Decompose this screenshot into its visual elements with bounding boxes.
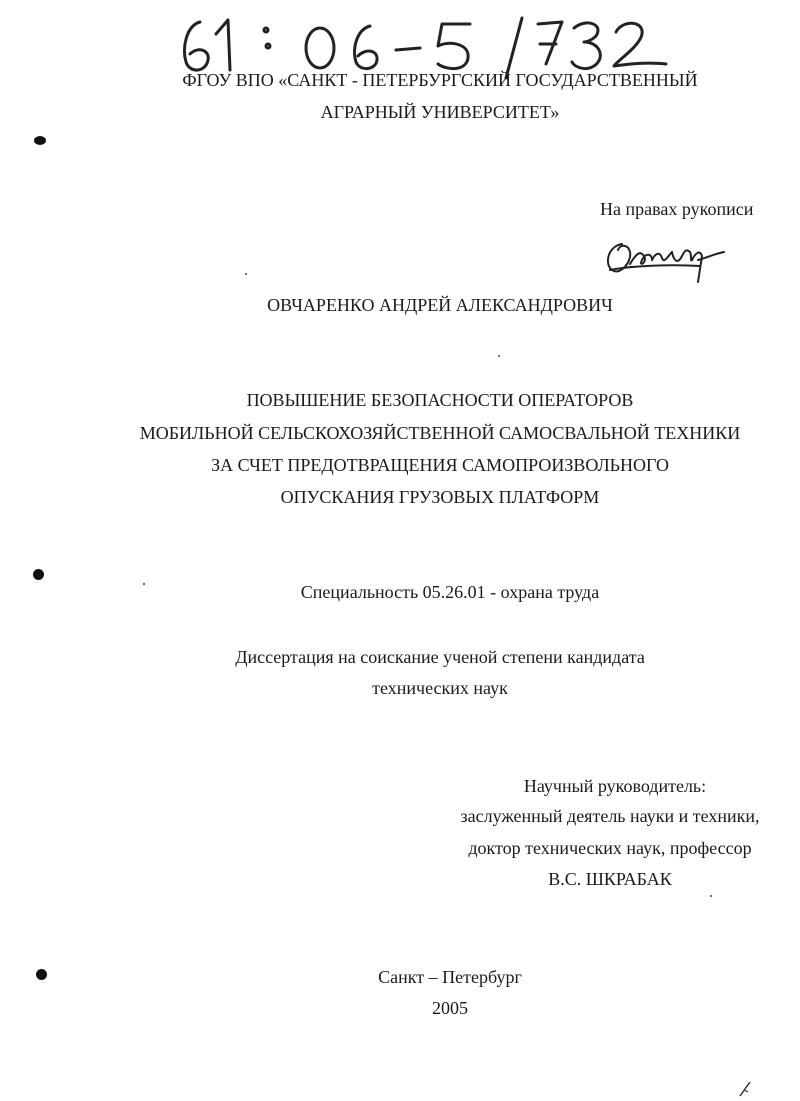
binding-hole-mark xyxy=(34,136,46,145)
binding-hole-mark xyxy=(33,569,44,580)
scan-speck xyxy=(710,895,712,897)
specialty: Специальность 05.26.01 - охрана труда xyxy=(300,582,600,602)
supervisor-name: В.С. ШКРАБАК xyxy=(548,869,672,889)
thesis-title-line-3: ЗА СЧЕТ ПРЕДОТВРАЩЕНИЯ САМОПРОИЗВОЛЬНОГО xyxy=(211,455,669,475)
signature xyxy=(600,230,730,288)
thesis-title-line-1: ПОВЫШЕНИЕ БЕЗОПАСНОСТИ ОПЕРАТОРОВ xyxy=(246,390,634,410)
dissertation-line-1: Диссертация на соискание ученой степени кандидата xyxy=(235,647,645,667)
institution-line-2: АГРАРНЫЙ УНИВЕРСИТЕТ» xyxy=(320,102,560,122)
manuscript-note: На правах рукописи xyxy=(600,199,754,219)
supervisor-title-2: доктор технических наук, профессор xyxy=(468,838,752,858)
binding-hole-mark xyxy=(36,969,47,980)
institution-line-1: ФГОУ ВПО «САНКТ - ПЕТЕРБУРГСКИЙ ГОСУДАРСТВЕННЫЙ xyxy=(182,70,698,90)
scan-speck xyxy=(245,273,247,275)
scan-mark xyxy=(736,1078,756,1098)
supervisor-title-1: заслуженный деятель науки и техники, xyxy=(460,806,760,826)
dissertation-line-2: технических наук xyxy=(372,678,508,698)
city: Санкт – Петербург xyxy=(378,967,522,987)
scan-speck xyxy=(498,355,500,357)
year: 2005 xyxy=(432,998,468,1018)
scan-speck xyxy=(143,583,145,585)
thesis-title-line-2: МОБИЛЬНОЙ СЕЛЬСКОХОЗЯЙСТВЕННОЙ САМОСВАЛЬНОЙ ТЕХНИКИ xyxy=(139,423,741,443)
author-name: ОВЧАРЕНКО АНДРЕЙ АЛЕКСАНДРОВИЧ xyxy=(267,295,613,315)
thesis-title-line-4: ОПУСКАНИЯ ГРУЗОВЫХ ПЛАТФОРМ xyxy=(280,487,600,507)
supervisor-heading: Научный руководитель: xyxy=(523,776,707,796)
